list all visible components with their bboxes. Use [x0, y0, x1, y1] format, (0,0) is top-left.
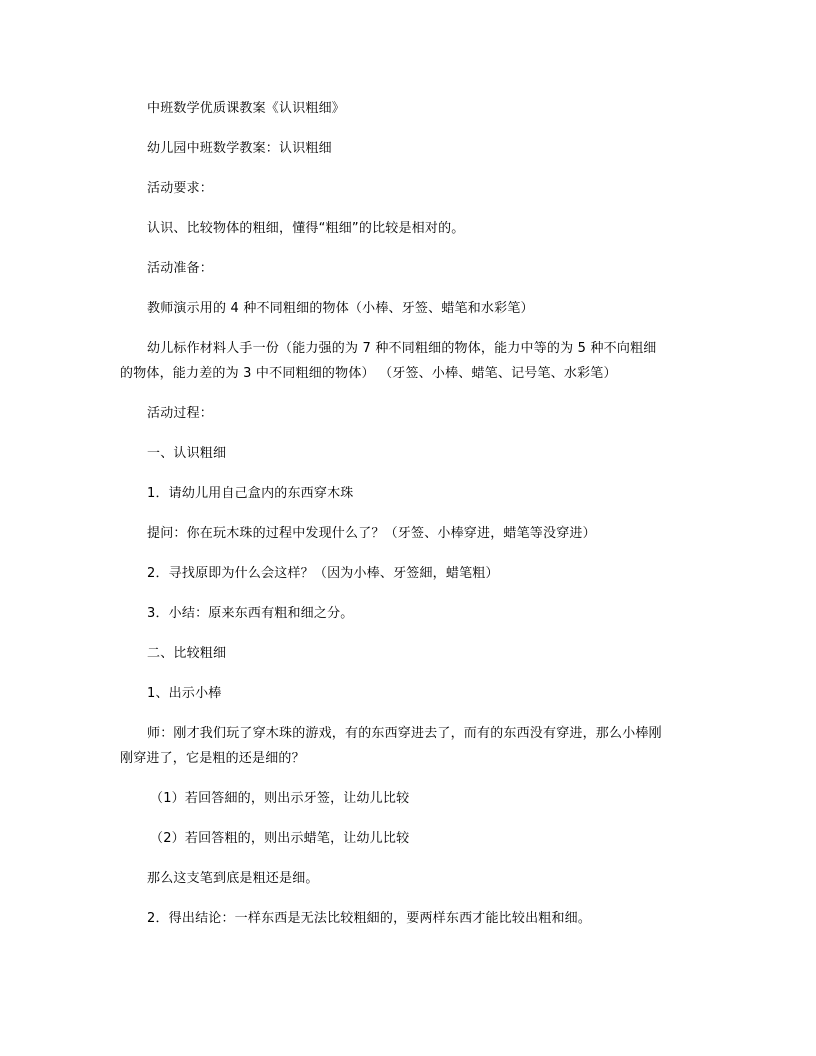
document-title: 中班数学优质课教案《认识粗细》 [147, 101, 346, 116]
section-2-option-2: （2）若回答粗的，则出示蜡笔，让幼儿比较 [150, 831, 410, 846]
section-1-heading: 一、认识粗细 [147, 446, 227, 461]
process-heading: 活动过程： [147, 406, 214, 421]
section-2-followup: 那么这支笔到底是粗还是细。 [147, 871, 319, 886]
section-1-step-2: 2．寻找原即为什么会这样？（因为小棒、牙签細，蜡笔粗） [147, 566, 499, 581]
section-2-heading: 二、比较粗细 [147, 646, 227, 661]
section-2-teacher-line-2: 刚穿进了，它是粗的还是细的？ [120, 751, 305, 766]
section-1-step-1: 1．请幼儿用自己盒内的东西穿木珠 [147, 486, 354, 501]
section-1-step-3: 3．小结：原来东西有粗和细之分。 [147, 606, 354, 621]
requirements-text: 认识、比较物体的粗细，懂得“粗细”的比较是相对的。 [147, 221, 465, 236]
section-2-teacher-line-1: 师：刚才我们玩了穿木珠的游戏，有的东西穿进去了，而有的东西没有穿进，那么小棒刚 [147, 726, 662, 741]
section-2-step-1: 1、出示小棒 [147, 686, 222, 701]
section-2-step-2: 2．得出结论：一样东西是无法比较粗細的，要两样东西才能比较出粗和细。 [147, 911, 592, 926]
preparation-heading: 活动准备： [147, 261, 214, 276]
section-2-option-1: （1）若回答細的，则出示牙签，让幼儿比较 [150, 791, 410, 806]
preparation-item-1: 教师演示用的 4 种不同粗细的物体（小棒、牙签、蜡笔和水彩笔） [147, 301, 534, 316]
requirements-heading: 活动要求： [147, 181, 214, 196]
preparation-item-2-line-1: 幼儿标作材料人手一份（能力强的为 7 种不同粗细的物体，能力中等的为 5 种不向粗细 [147, 341, 657, 356]
section-1-question: 提问：你在玩木珠的过程中发现什么了？（牙签、小棒穿进，蜡笔等没穿进） [147, 526, 596, 541]
document-subtitle: 幼儿园中班数学教案：认识粗细 [147, 141, 332, 156]
preparation-item-2-line-2: 的物体，能力差的为 3 中不同粗细的物体） （牙签、小棒、蜡笔、记号笔、水彩笔） [120, 366, 617, 381]
